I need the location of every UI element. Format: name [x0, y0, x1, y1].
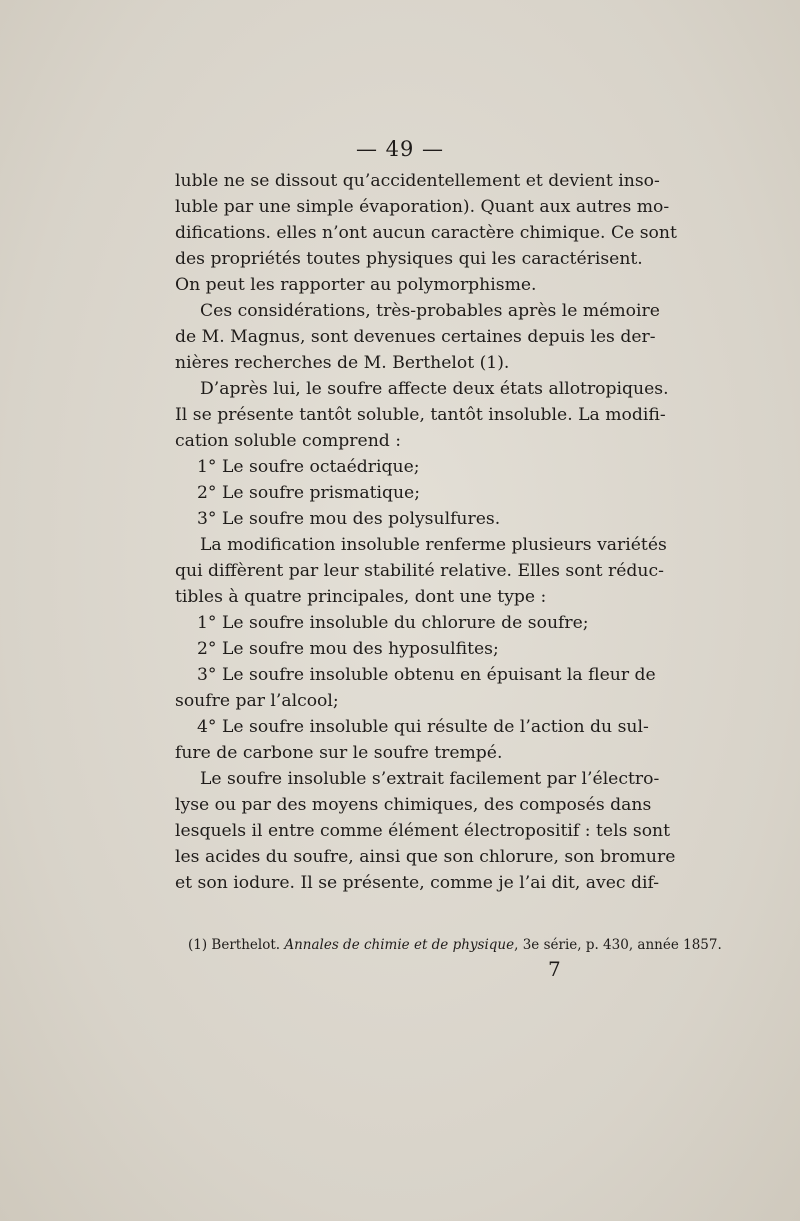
text-line: Le soufre insoluble s’extrait facilement par l’électro-: [200, 769, 660, 789]
page-number: — 49 —: [355, 137, 445, 161]
signature-mark: 7: [548, 957, 561, 981]
text-line: cation soluble comprend :: [175, 431, 402, 451]
text-line: difications. elles n’ont aucun caractère chimique. Ce sont: [175, 223, 677, 243]
text-line: 1° Le soufre insoluble du chlorure de soufre;: [197, 613, 589, 633]
text-line: 1° Le soufre octaédrique;: [197, 457, 420, 477]
text-line: 3° Le soufre insoluble obtenu en épuisant la fleur de: [197, 665, 656, 685]
text-line: tibles à quatre principales, dont une type :: [175, 587, 547, 607]
text-line: de M. Magnus, sont devenues certaines depuis les der-: [175, 327, 656, 347]
text-line: luble ne se dissout qu’accidentellement et devient inso-: [175, 171, 660, 191]
text-line: Ces considérations, très-probables après le mémoire: [200, 301, 660, 321]
text-line: nières recherches de M. Berthelot (1).: [175, 353, 510, 373]
text-line: La modification insoluble renferme plusieurs variétés: [200, 535, 667, 555]
text-line: lesquels il entre comme élément électropositif : tels sont: [175, 821, 671, 841]
text-line: On peut les rapporter au polymorphisme.: [175, 275, 537, 295]
text-line: D’après lui, le soufre affecte deux états allotropiques.: [200, 379, 669, 399]
footnote: [188, 937, 722, 953]
text-line: fure de carbone sur le soufre trempé.: [175, 743, 503, 763]
text-line: qui diffèrent par leur stabilité relative. Elles sont réduc-: [175, 561, 664, 581]
text-line: et son iodure. Il se présente, comme je l’ai dit, avec dif-: [175, 873, 660, 893]
text-line: luble par une simple évaporation). Quant aux autres mo-: [175, 197, 670, 217]
text-line: des propriétés toutes physiques qui les caractérisent.: [175, 249, 643, 269]
footnote-suffix: , 3e série, p. 430, année 1857.: [514, 937, 722, 953]
text-line: lyse ou par des moyens chimiques, des composés dans: [175, 795, 652, 815]
text-line: 2° Le soufre prismatique;: [197, 483, 421, 503]
body-text: [175, 168, 677, 896]
text-line: 2° Le soufre mou des hyposulfites;: [197, 639, 499, 659]
text-line: Il se présente tantôt soluble, tantôt insoluble. La modifi-: [175, 405, 666, 425]
text-line: soufre par l’alcool;: [175, 691, 339, 711]
text-line: 3° Le soufre mou des polysulfures.: [197, 509, 501, 529]
footnote-journal: Annales de chimie et de physique: [284, 937, 515, 953]
footnote-prefix: (1) Berthelot.: [188, 937, 285, 953]
text-line: 4° Le soufre insoluble qui résulte de l’action du sul-: [197, 717, 649, 737]
text-line: les acides du soufre, ainsi que son chlorure, son bromure: [175, 847, 676, 867]
